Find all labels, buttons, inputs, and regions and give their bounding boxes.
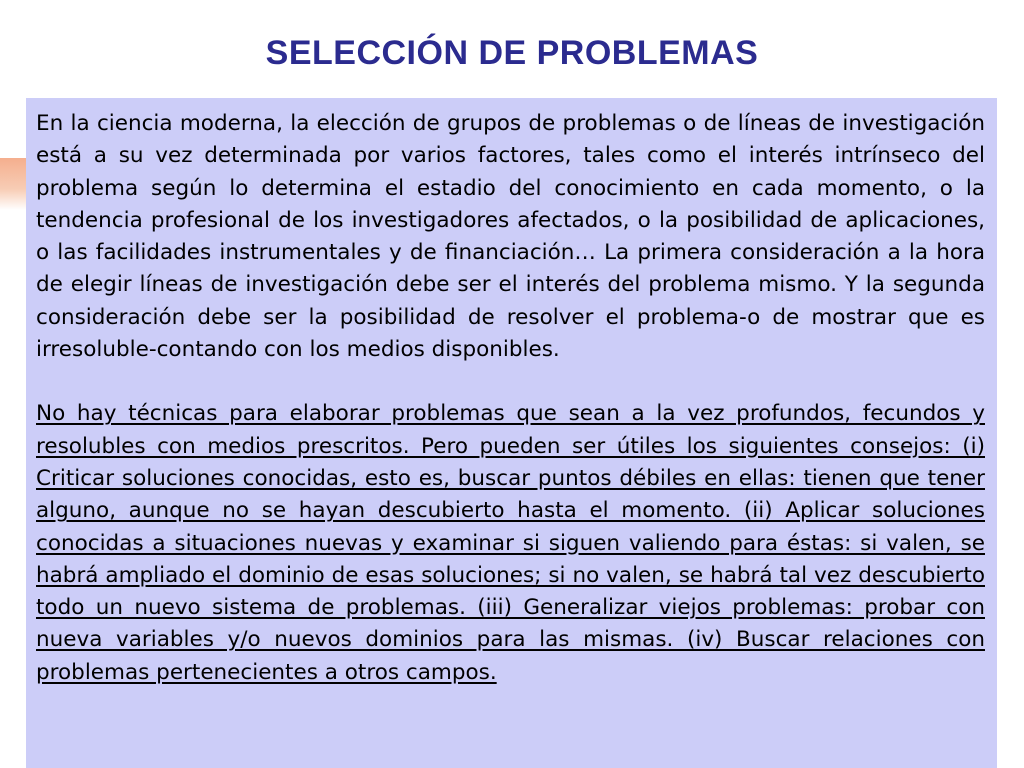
- decorative-accent-bar: [0, 158, 26, 210]
- paragraph-advice: No hay técnicas para elaborar problemas que sean a la vez profundos, fecundos y resolubles con medios prescritos. Pero pueden ser útiles los siguientes consejos: (i) Criticar soluciones conocidas, esto es, buscar puntos débiles en ellas: tienen que tener alguno, aunque no se hayan descubierto hasta el momento. (ii) Aplicar soluciones conocidas a situaciones nuevas y examinar si siguen valiendo para éstas: si valen, se habrá ampliado el dominio de esas soluciones; si no valen, se habrá tal vez descubierto todo un nuevo sistema de problemas. (iii) Generalizar viejos problemas: probar con nueva variables y/o nuevos dominios para las mismas. (iv) Buscar relaciones con problemas pertenecientes a otros campos.: [36, 401, 985, 685]
- paragraph-intro: En la ciencia moderna, la elección de grupos de problemas o de líneas de investigación está a su vez determinada por varios factores, tales como el interés intrínseco del problema según lo determina el estadio del conocimiento en cada momento, o la tendencia profesional de los investigadores afectados, o la posibilidad de aplicaciones, o las facilidades instrumentales y de financiación… La primera consideración a la hora de elegir líneas de investigación debe ser el interés del problema mismo. Y la segunda consideración debe ser la posibilidad de resolver el problema-o de mostrar que es irresoluble-contando con los medios disponibles.: [36, 111, 985, 363]
- slide-title: SELECCIÓN DE PROBLEMAS: [265, 34, 759, 72]
- content-box: [26, 98, 997, 768]
